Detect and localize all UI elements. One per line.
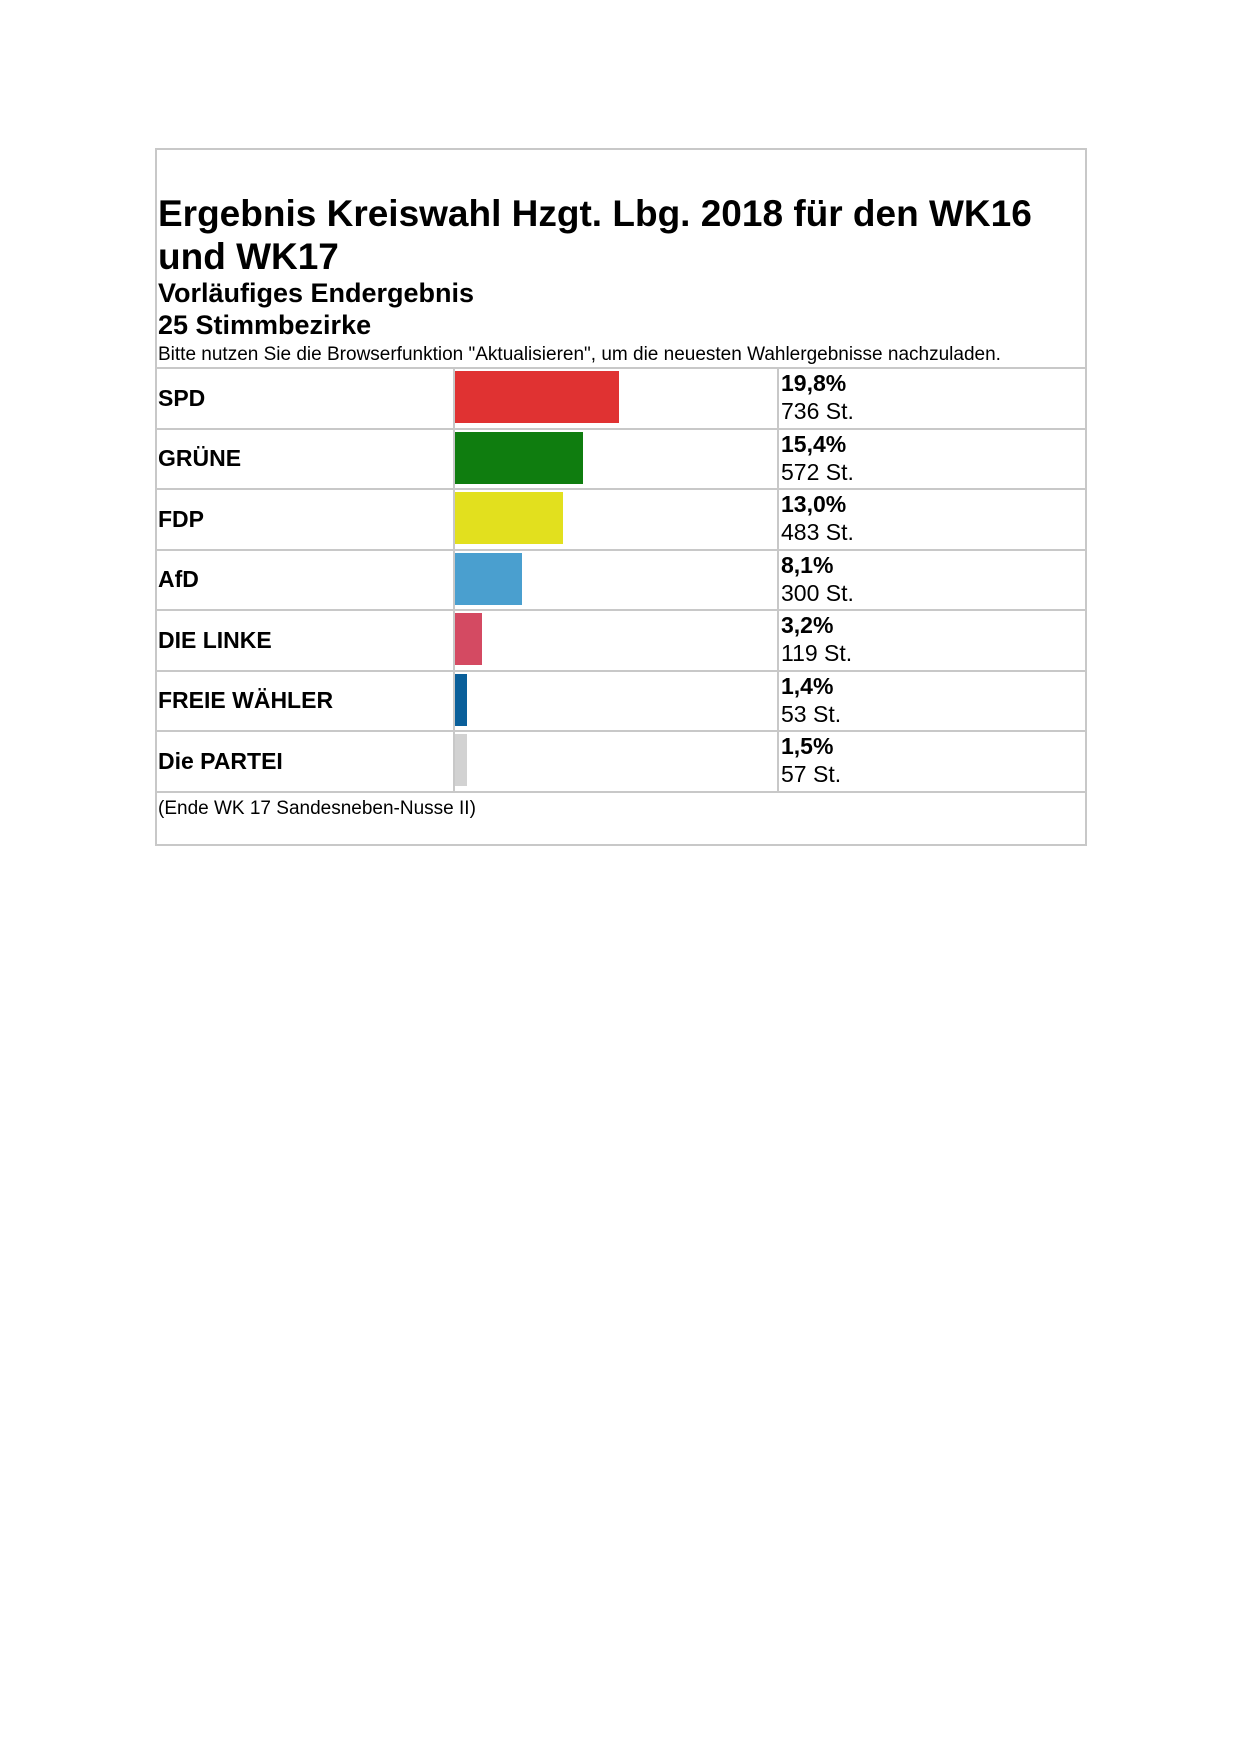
results-table	[157, 369, 1085, 793]
result-row	[157, 551, 1085, 612]
votes-label: 736 St.	[781, 398, 854, 424]
party-name: FREIE WÄHLER	[158, 687, 334, 714]
results-header	[157, 150, 1085, 369]
bar-cell	[453, 672, 779, 731]
bar-cell	[453, 490, 779, 549]
votes-label: 53 St.	[781, 700, 842, 727]
party-name: DIE LINKE	[158, 626, 272, 653]
result-row	[157, 672, 1085, 733]
bar-cell	[453, 551, 779, 610]
party-name: FDP	[158, 505, 204, 532]
percent-label: 3,2%	[781, 612, 834, 638]
result-row	[157, 732, 1085, 793]
district-count: 25 Stimmbezirke	[158, 310, 372, 340]
result-bar	[455, 371, 619, 423]
bar-cell	[453, 611, 779, 670]
result-bar	[455, 674, 467, 726]
result-row	[157, 611, 1085, 672]
percent-label: 1,5%	[781, 733, 834, 759]
result-row	[157, 430, 1085, 491]
refresh-note: Bitte nutzen Sie die Browserfunktion "Aktualisieren", um die neuesten Wahlergebnisse nachzuladen.	[158, 344, 1001, 365]
result-row	[157, 490, 1085, 551]
result-row	[157, 369, 1085, 430]
percent-label: 8,1%	[781, 551, 834, 578]
votes-label: 483 St.	[781, 519, 854, 545]
result-status: Vorläufiges Endergebnis	[158, 278, 475, 308]
result-bar	[455, 432, 583, 484]
result-bar	[455, 734, 467, 786]
party-name: Die PARTEI	[158, 747, 283, 774]
bar-cell	[453, 369, 779, 428]
result-bar	[455, 492, 563, 544]
party-name: AfD	[158, 566, 199, 593]
percent-label: 15,4%	[781, 430, 847, 457]
votes-label: 300 St.	[781, 579, 854, 606]
votes-label: 57 St.	[781, 761, 842, 787]
page-title: Ergebnis Kreiswahl Hzgt. Lbg. 2018 für den WK16 und WK17	[158, 193, 1032, 277]
party-name: SPD	[158, 384, 206, 411]
votes-label: 572 St.	[781, 458, 854, 485]
footer-note: (Ende WK 17 Sandesneben-Nusse II)	[158, 798, 476, 819]
votes-label: 119 St.	[781, 640, 853, 666]
percent-label: 19,8%	[781, 370, 847, 396]
party-name: GRÜNE	[158, 445, 242, 472]
results-card	[155, 148, 1087, 846]
result-bar	[455, 613, 482, 665]
bar-cell	[453, 732, 779, 791]
result-bar	[455, 553, 522, 605]
percent-label: 13,0%	[781, 491, 847, 517]
bar-cell	[453, 430, 779, 489]
percent-label: 1,4%	[781, 672, 834, 699]
